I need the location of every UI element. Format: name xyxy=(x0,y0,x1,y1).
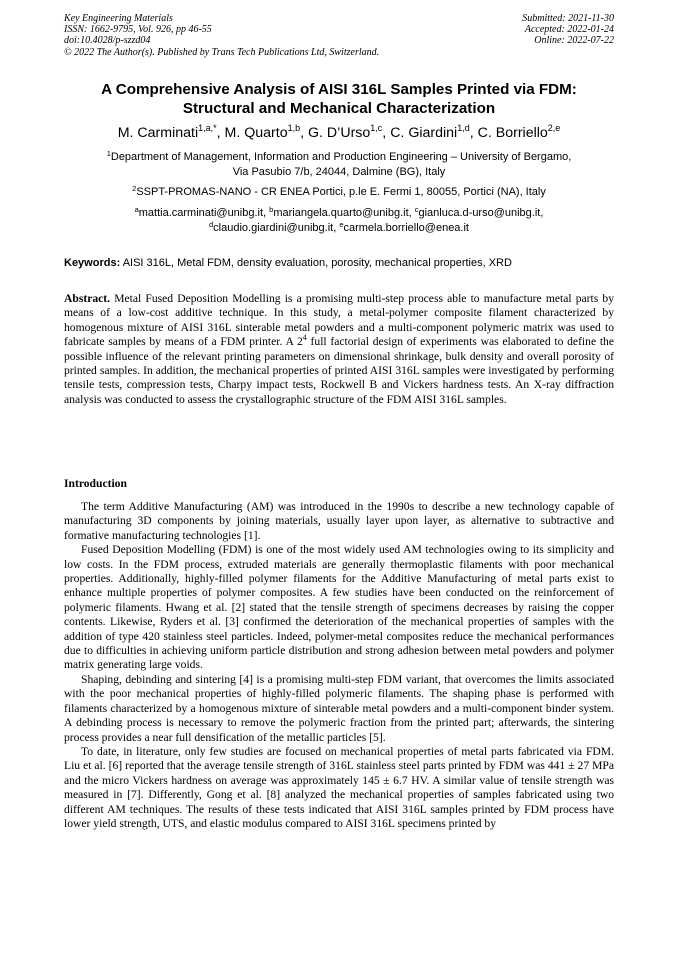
keywords-text: AISI 316L, Metal FDM, density evaluation, porosity, mechanical properties, XRD xyxy=(120,257,512,269)
author-name: G. D’Urso xyxy=(308,125,371,141)
abstract-text-cont: full factorial design of experiments was elaborated to define the possible influence of the relevant printing parameters on dimensional shrinkage, bulk density and overall porosity of printed samples. In addition, the mechanical properties of printed AISI 316L samples were investigated by performing tensile tests, compression tests, Charpy impact tests, Rockwell B and Vickers hardness tests. An X-ray diffraction analysis was conducted to assess the crystallographic structure of the FDM AISI 316L samples. xyxy=(64,335,614,406)
author-name: C. Borriello xyxy=(477,125,548,141)
intro-paragraph: The term Additive Manufacturing (AM) was introduced in the 1990s to describe a new technology capable of manufacturing 3D components by joining materials, usually layer upon layer, as alternative to subtractive and formative manufacturing technologies [1]. xyxy=(64,500,614,542)
author-emails xyxy=(40,206,638,235)
journal-info xyxy=(64,13,379,58)
keywords-label: Keywords: xyxy=(64,257,121,269)
title-line-2: Structural and Mechanical Characterization xyxy=(182,100,496,117)
author-name: M. Carminati xyxy=(117,125,199,141)
affiliation-1-line-2: Via Pasubio 7/b, 24044, Dalmine (BG), Italy xyxy=(232,165,446,178)
author-separator: , xyxy=(300,125,308,141)
submission-dates xyxy=(522,13,614,47)
journal-name: Key Engineering Materials xyxy=(64,13,173,24)
author-affiliation-mark: 1,c xyxy=(370,123,383,133)
author-separator: , xyxy=(216,125,225,141)
issn-info: ISSN: 1662-9795, Vol. 926, pp 46-55 xyxy=(64,24,212,36)
intro-paragraph: To date, in literature, only few studies are focused on mechanical properties of metal parts fabricated via FDM. Liu et al. [6] reported that the average tensile strength of 316L stainless steel parts printed by FDM was 441 ± 27 MPa and the micro Vickers hardness on average was approximately 145 ± 6.7 HV. A similar value of tensile strength was measured in [7]. Differently, Gong et al. [8] analyzed the mechanical properties of samples fabricated using two different AM techniques. The results of these tests indicated that AISI 316L samples printed by FDM process have lower yield strength, UTS, and elastic modulus compared to AISI 316L specimens printed by xyxy=(64,744,614,830)
author-separator: , xyxy=(469,125,478,141)
submitted-date: Submitted: 2021-11-30 xyxy=(522,13,614,24)
email-mark: a xyxy=(134,205,139,214)
author-separator: , xyxy=(382,125,391,141)
abstract-text: Metal Fused Deposition Modelling is a promising multi-step process able to manufacture metal parts by means of a low-cost additive technique. In this study, a metal-polymer composite filament characterized by homogenous mixture of AISI 316L sinterable metal powders and a multi-component polymeric matrix was used to fabricate samples by means of a FDM printer. A 2 xyxy=(64,292,614,349)
email-mark: b xyxy=(269,205,274,214)
abstract-exponent: 4 xyxy=(302,333,307,343)
affiliation-2 xyxy=(40,185,638,200)
accepted-date: Accepted: 2022-01-24 xyxy=(524,24,614,36)
intro-paragraph: Fused Deposition Modelling (FDM) is one of the most widely used AM technologies owing to its simplicity and low costs. In the FDM process, extruded materials are generally thermoplastic filaments with poor mechanical properties. Additionally, highly-filled polymer filaments for the Additive Manufacturing of metal parts exist to enhance multiple properties of polymer composites. A few studies have been conducted on the reinforcement of polymeric filaments. Hwang et al. [2] stated that the tensile strength of specimens decreases by raising the copper contents. Likewise, Ryders et al. [3] confirmed the deterioration of the mechanical properties of samples with the addition of type 420 stainless steel particles. Indeed, polymer-metal composites reduce the mechanical performances due to difficulties in achieving uniform particle distribution and strong adhesion between metal powders and polymer matrix generating large voids. xyxy=(64,543,614,672)
email-link[interactable]: claudio.giardini@unibg.it, xyxy=(213,221,340,234)
paper-title xyxy=(40,80,638,118)
doi-info: doi:10.4028/p-szzd04 xyxy=(64,35,151,47)
affiliation-mark: 1 xyxy=(106,149,111,158)
author-affiliation-mark: 1,a,* xyxy=(198,123,217,133)
online-date: Online: 2022-07-22 xyxy=(534,35,614,47)
email-mark: d xyxy=(209,219,214,229)
keywords xyxy=(64,256,614,270)
affiliation-mark: 2 xyxy=(132,184,137,193)
email-link[interactable]: mariangela.quarto@unibg.it, xyxy=(273,207,415,219)
email-link[interactable]: mattia.carminati@unibg.it, xyxy=(138,207,270,219)
copyright-info: © 2022 The Author(s). Published by Trans Tech Publications Ltd, Switzerland. xyxy=(64,46,380,58)
email-mark: e xyxy=(339,219,344,229)
author-name: M. Quarto xyxy=(224,125,288,141)
introduction-body xyxy=(64,500,614,831)
abstract xyxy=(64,292,614,407)
author-name: C. Giardini xyxy=(390,125,458,141)
author-affiliation-mark: 1,b xyxy=(287,123,301,133)
affiliation-1-line-1: Department of Management, Information and Production Engineering – University of Bergamo, xyxy=(110,151,572,163)
title-line-1: A Comprehensive Analysis of AISI 316L Samples Printed via FDM: xyxy=(101,81,577,98)
affiliation-1 xyxy=(40,150,638,179)
author-list xyxy=(30,124,648,142)
author-affiliation-mark: 2,e xyxy=(547,123,561,133)
email-link[interactable]: carmela.borriello@enea.it xyxy=(343,221,469,234)
email-mark: c xyxy=(414,205,419,214)
intro-paragraph: Shaping, debinding and sintering [4] is a promising multi-step FDM variant, that overcomes the limits associated with the poor mechanical properties of highly-filled polymeric filaments. The shaping phase is performed with filaments characterized by a homogenous mixture of sinterable metal powders and a multi-component binder system. A debinding process is necessary to remove the polymeric fraction from the printed part; afterwards, the sintering process provides a near full densification of the metallic particles [5]. xyxy=(64,672,614,744)
email-link[interactable]: gianluca.d-urso@unibg.it, xyxy=(418,207,544,219)
abstract-label: Abstract. xyxy=(64,292,111,305)
author-affiliation-mark: 1,d xyxy=(457,123,470,133)
affiliation-2-text: SSPT-PROMAS-NANO - CR ENEA Portici, p.le E. Fermi 1, 80055, Portici (NA), Italy xyxy=(136,186,546,198)
introduction-heading: Introduction xyxy=(64,477,127,490)
